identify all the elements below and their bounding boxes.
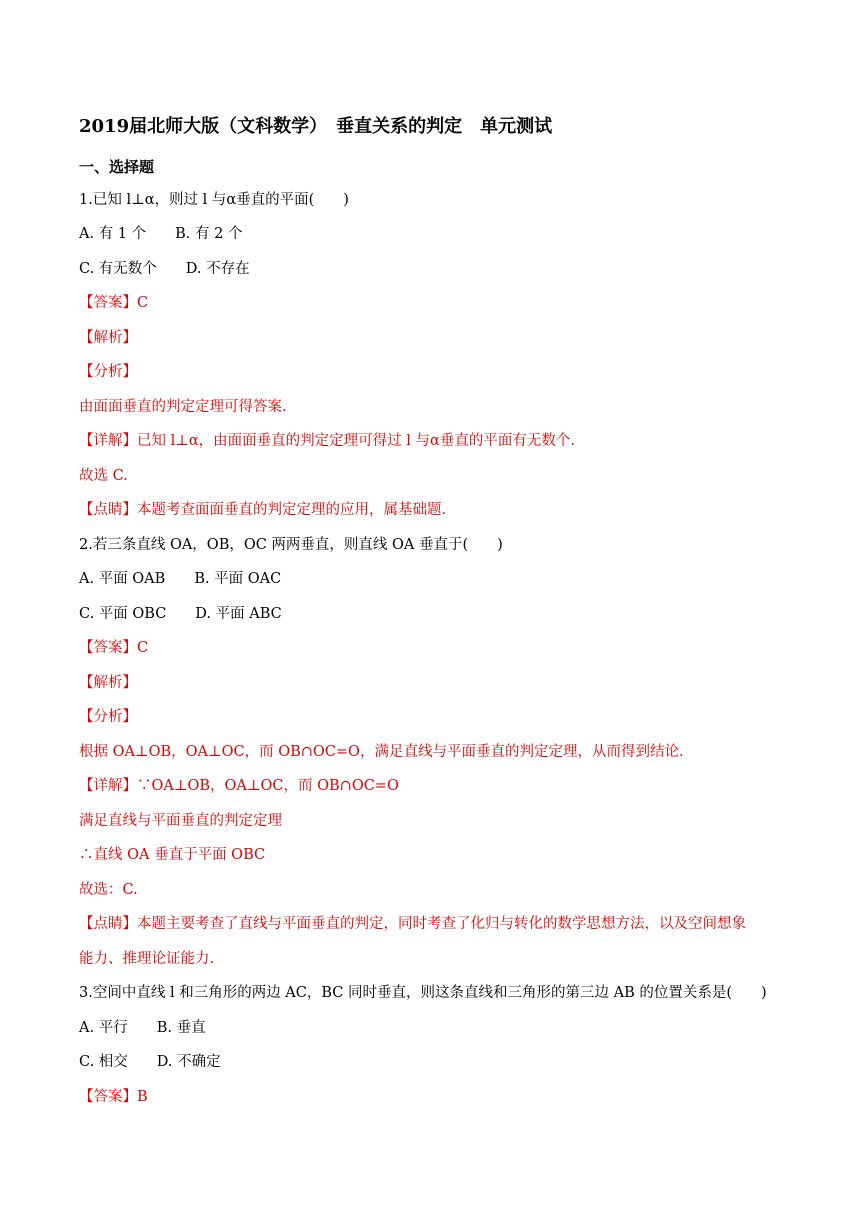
question-2-analysis-label: 【解析】: [79, 675, 137, 691]
question-3-answer: 【答案】B: [79, 1089, 148, 1105]
question-2-detail-2: 满足直线与平面垂直的判定定理: [79, 813, 282, 829]
question-2-stem: 2.若三条直线 OA，OB，OC 两两垂直，则直线 OA 垂直于( ): [79, 537, 503, 553]
question-1-stem: 1.已知 l⊥α，则过 l 与α垂直的平面( ): [79, 192, 349, 208]
question-2-answer: 【答案】C: [79, 640, 149, 656]
page-title: 2019届北师大版（文科数学） 垂直关系的判定 单元测试: [79, 116, 553, 137]
question-2-comment: 【点睛】本题主要考查了直线与平面垂直的判定，同时考查了化归与转化的数学思想方法，以及空间想象: [79, 916, 746, 932]
question-1-answer: 【答案】C: [79, 295, 149, 311]
question-3-options-ab: A. 平行 B. 垂直: [79, 1020, 206, 1036]
question-2-fenxi-text: 根据 OA⊥OB，OA⊥OC，而 OB∩OC=O，满足直线与平面垂直的判定定理，从而得到结论.: [79, 744, 684, 760]
question-2-options-cd: C. 平面 OBC D. 平面 ABC: [79, 606, 282, 622]
question-2-detail: 【详解】∵OA⊥OB，OA⊥OC，而 OB∩OC=O: [79, 778, 399, 794]
section-heading: 一、选择题: [79, 158, 155, 176]
question-1-analysis-label: 【解析】: [79, 330, 137, 346]
question-1-fenxi-label: 【分析】: [79, 364, 137, 380]
question-2-choice: 故选：C.: [79, 882, 138, 898]
question-2-comment-cont: 能力、推理论证能力.: [79, 951, 215, 967]
question-1-detail: 【详解】已知 l⊥α，由面面垂直的判定定理可得过 l 与α垂直的平面有无数个.: [79, 433, 575, 449]
question-3-stem: 3.空间中直线 l 和三角形的两边 AC，BC 同时垂直，则这条直线和三角形的第三边 AB 的位置关系是( ): [79, 985, 767, 1001]
question-1-comment: 【点睛】本题考查面面垂直的判定定理的应用，属基础题.: [79, 502, 447, 518]
question-1-choice: 故选 C.: [79, 468, 128, 484]
question-2-options-ab: A. 平面 OAB B. 平面 OAC: [79, 571, 282, 587]
question-2-detail-3: ∴直线 OA 垂直于平面 OBC: [79, 847, 266, 863]
question-1-options-ab: A. 有 1 个 B. 有 2 个: [79, 226, 243, 242]
question-3-options-cd: C. 相交 D. 不确定: [79, 1054, 221, 1070]
question-2-fenxi-label: 【分析】: [79, 709, 137, 725]
question-1-options-cd: C. 有无数个 D. 不存在: [79, 261, 250, 277]
question-1-fenxi-text: 由面面垂直的判定定理可得答案.: [79, 399, 287, 415]
